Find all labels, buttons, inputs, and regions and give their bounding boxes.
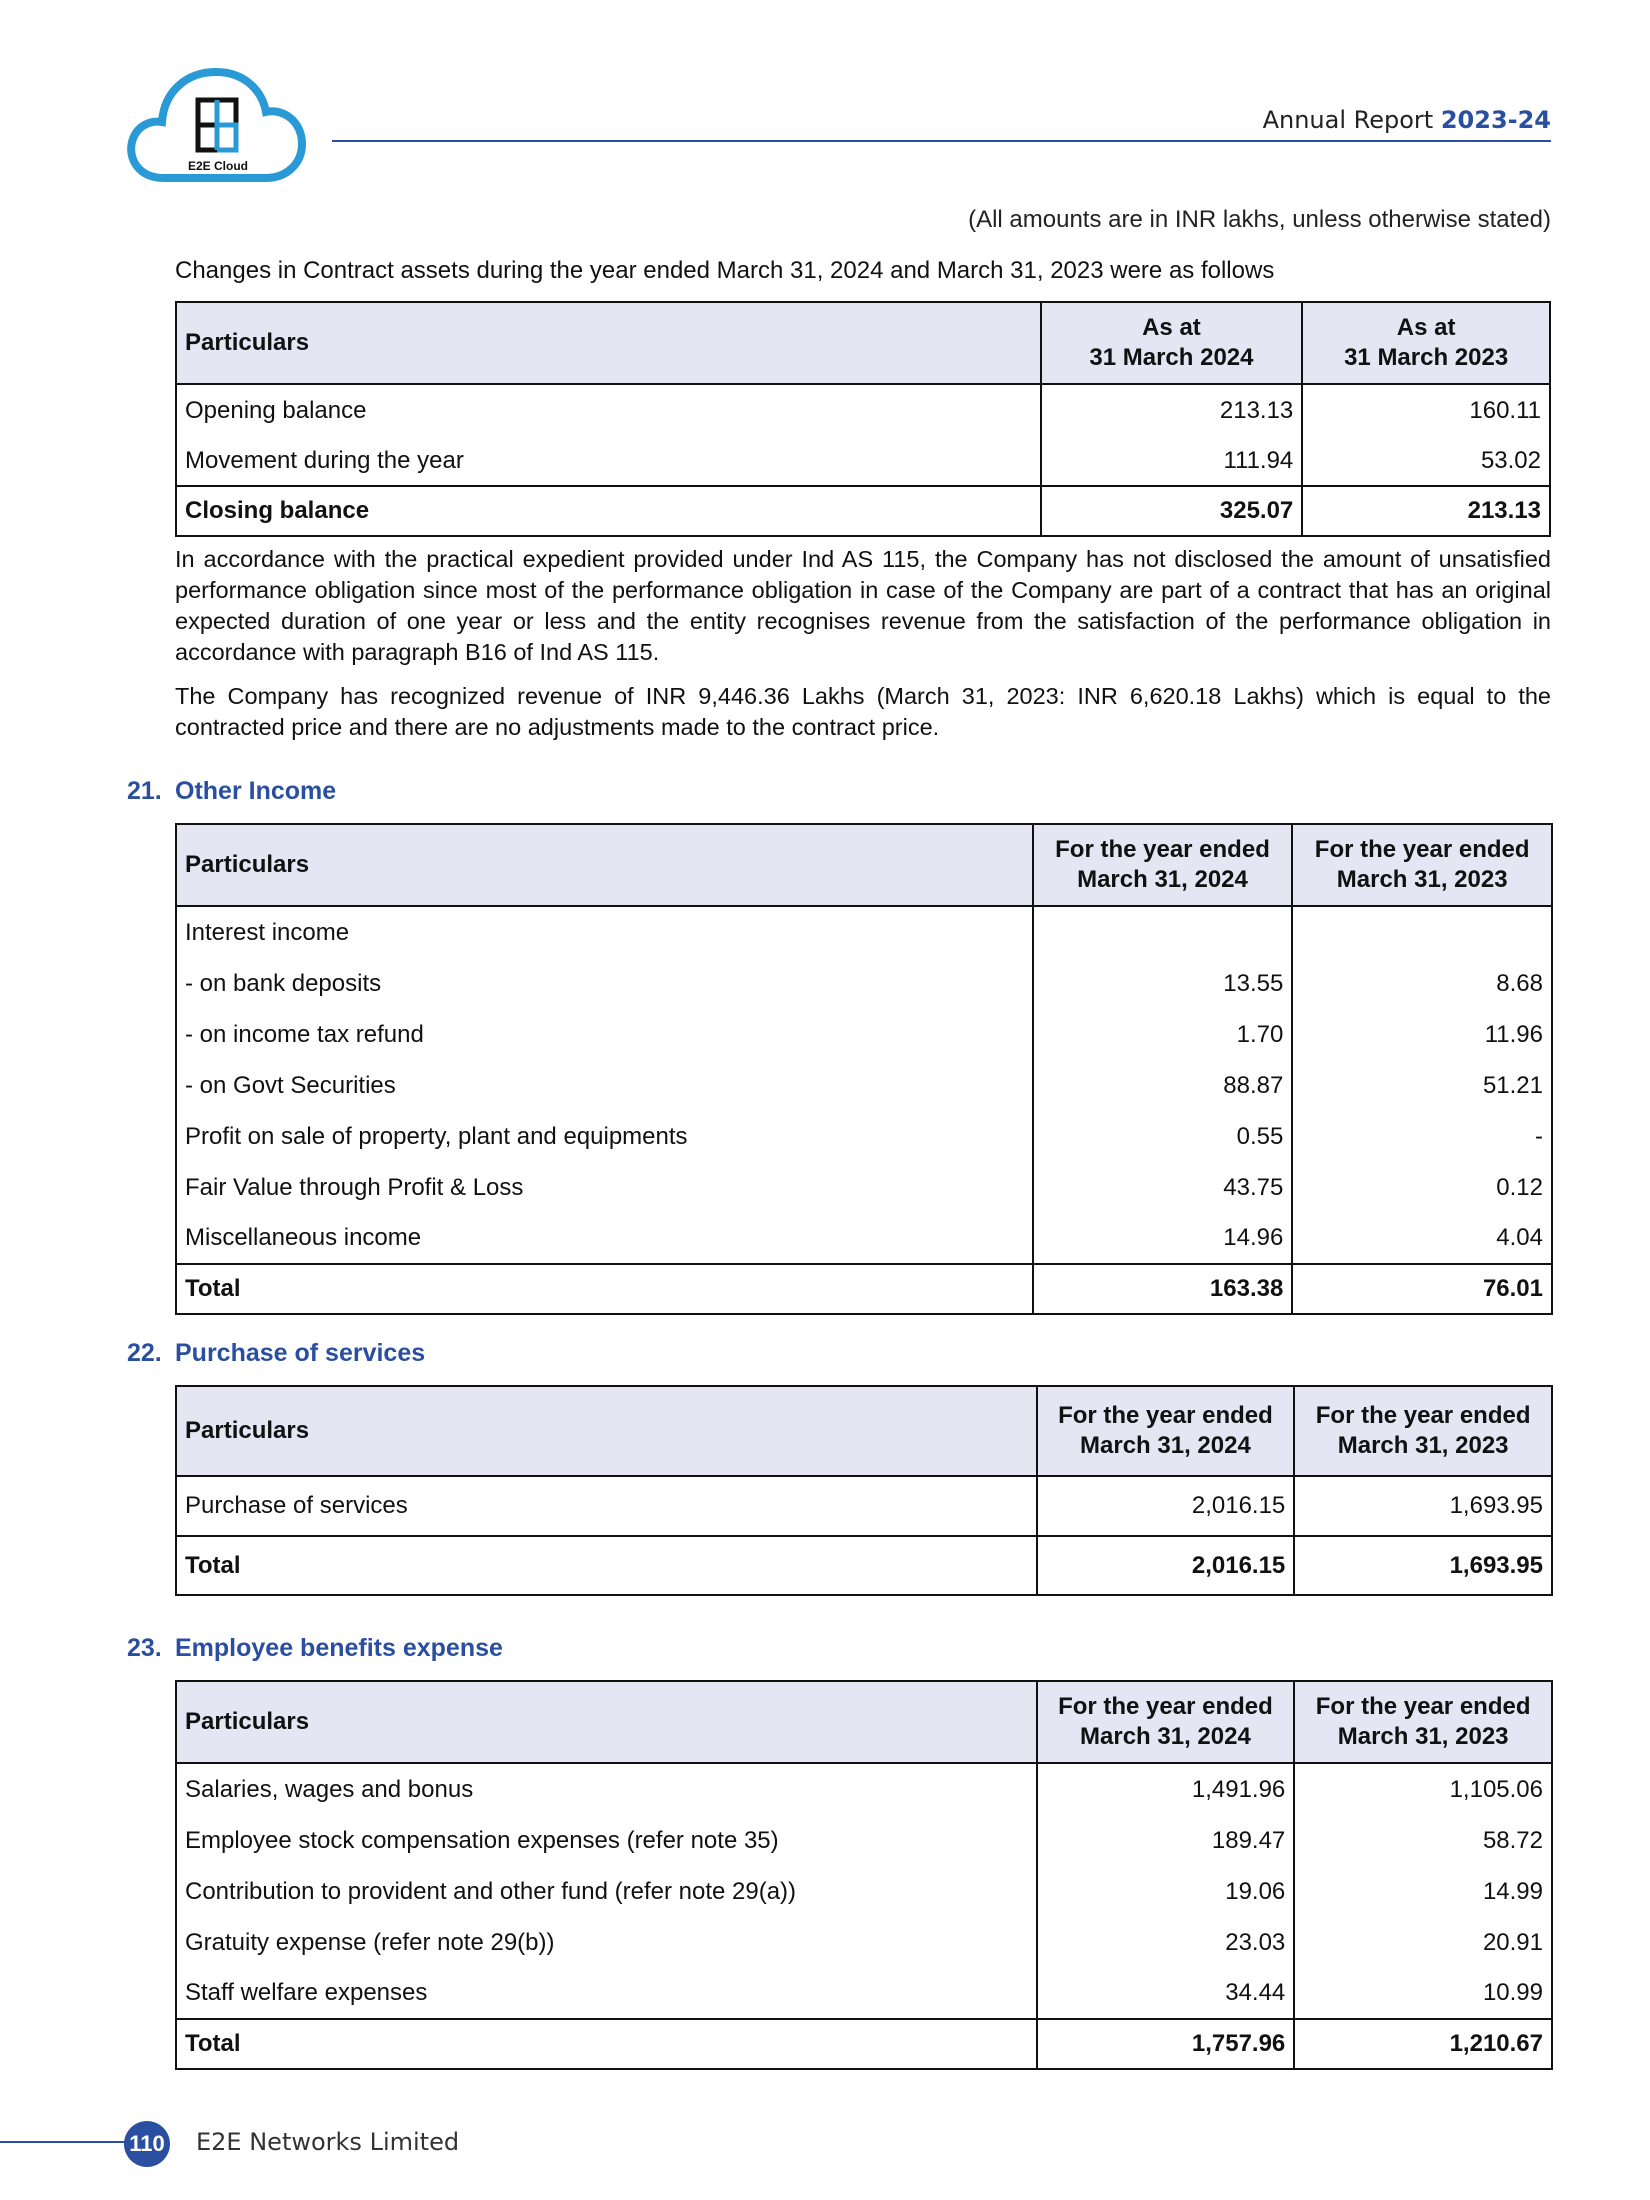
section-title-purchase-services: 22. Purchase of services [127,1339,426,1367]
purchase-services-table [175,1385,1553,1596]
col-2024: For the year ended March 31, 2024 [1037,1386,1295,1476]
col-2023: For the year ended March 31, 2023 [1294,1386,1552,1476]
col-particulars: Particulars [176,1681,1037,1763]
table-row: Miscellaneous income 14.96 4.04 [176,1213,1552,1264]
section-title-other-income: 21. Other Income [127,777,337,805]
col-2024: As at 31 March 2024 [1041,302,1303,384]
logo-wordmark: E2E Cloud [187,159,249,173]
col-2023: For the year ended March 31, 2023 [1294,1681,1552,1763]
revenue-recognition-note: The Company has recognized revenue of INR 9,446.36 Lakhs (March 31, 2023: INR 6,620.18 Lakhs) which is equal to the contracted price and there are no adjustments made to the contract price. [175,683,1551,740]
footer-company-name: E2E Networks Limited [196,2128,460,2156]
e2e-cloud-logo [124,58,308,186]
table-row: Employee stock compensation expenses (refer note 35) 189.47 58.72 [176,1815,1552,1866]
col-particulars: Particulars [176,824,1033,906]
table-row: Contribution to provident and other fund (refer note 29(a)) 19.06 14.99 [176,1866,1552,1917]
table-row: Profit on sale of property, plant and equipments 0.55 - [176,1111,1552,1162]
report-title-label: Annual Report [1262,106,1434,134]
col-2023: As at 31 March 2023 [1302,302,1550,384]
report-year: 2023-24 [1440,106,1551,134]
total-row: Total 1,757.96 1,210.67 [176,2019,1552,2069]
table-row: Opening balance 213.13 160.11 [176,384,1550,436]
performance-obligation-note: In accordance with the practical expedient provided under Ind AS 115, the Company has not disclosed the amount of unsatisfied performance obligation since most of the performance obligation in case of the Company are part of a contract that has an original expected duration of one year or less and the entity recognises revenue from the satisfaction of the performance obligation in accordance with paragraph B16 of Ind AS 115. [175,546,1551,665]
table-row: Purchase of services 2,016.15 1,693.95 [176,1476,1552,1536]
table-row: Movement during the year 111.94 53.02 [176,436,1550,486]
col-particulars: Particulars [176,1386,1037,1476]
header-rule [332,140,1551,142]
page-number: 110 [124,2121,170,2167]
col-2024: For the year ended March 31, 2024 [1037,1681,1295,1763]
table-row: - on bank deposits 13.55 8.68 [176,958,1552,1009]
table-row: Gratuity expense (refer note 29(b)) 23.03 20.91 [176,1917,1552,1968]
units-note: (All amounts are in INR lakhs, unless otherwise stated) [968,206,1551,233]
report-title [1263,106,1551,134]
col-particulars: Particulars [176,302,1041,384]
total-row: Total 163.38 76.01 [176,1264,1552,1314]
table-row: Salaries, wages and bonus 1,491.96 1,105.06 [176,1763,1552,1815]
footer-rule [0,2141,128,2143]
table-row: Staff welfare expenses 34.44 10.99 [176,1968,1552,2019]
col-2023: For the year ended March 31, 2023 [1292,824,1552,906]
section-title-employee-benefits: 23. Employee benefits expense [127,1634,503,1662]
table-row: - on income tax refund 1.70 11.96 [176,1009,1552,1060]
col-2024: For the year ended March 31, 2024 [1033,824,1293,906]
contract-assets-table [175,301,1551,537]
table-row: - on Govt Securities 88.87 51.21 [176,1060,1552,1111]
contract-assets-intro: Changes in Contract assets during the year ended March 31, 2024 and March 31, 2023 were as follows [175,257,1275,284]
other-income-table [175,823,1553,1315]
total-row: Total 2,016.15 1,693.95 [176,1536,1552,1595]
total-row: Closing balance 325.07 213.13 [176,486,1550,536]
employee-benefits-table [175,1680,1553,2070]
table-row: Interest income [176,906,1552,958]
table-row: Fair Value through Profit & Loss 43.75 0.12 [176,1162,1552,1213]
